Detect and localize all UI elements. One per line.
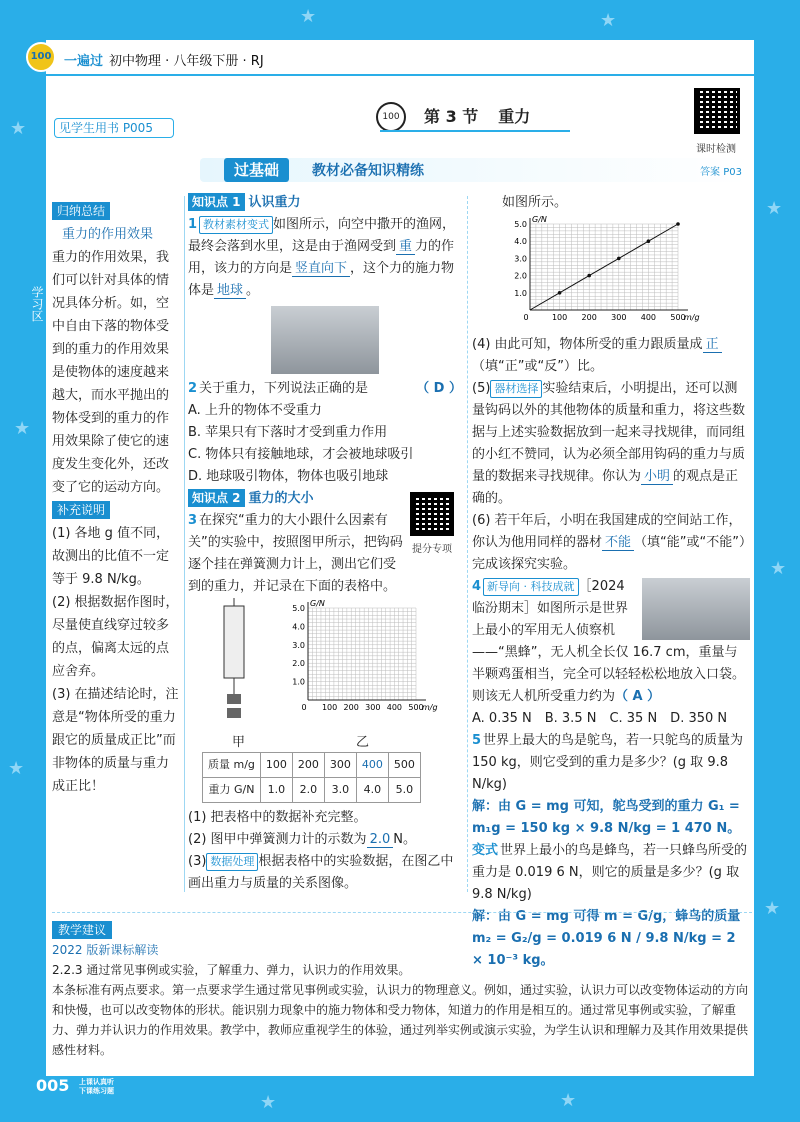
x-tick-label: 0 — [523, 313, 529, 322]
figure-intro: 如图所示。 — [502, 195, 568, 210]
data-point — [647, 239, 651, 243]
data-point — [587, 274, 591, 278]
x-tick-label: 300 — [365, 703, 381, 712]
kp2-title: 重力的大小 — [248, 491, 314, 506]
column-divider — [467, 196, 468, 892]
data-table — [202, 752, 421, 803]
question-3: 3 在探究“重力的大小跟什么因素有关”的实验中，按照图甲所示，把钩码逐个挂在弹簧测力计上，测出它们受到的重力，并记录在下面的表格中。 — [188, 513, 403, 594]
x-tick-label: 100 — [551, 313, 568, 322]
star-icon: ★ — [770, 558, 787, 579]
star-icon: ★ — [300, 6, 317, 27]
sidebar — [52, 200, 180, 798]
summary-sub: 重力的作用效果 — [62, 227, 154, 242]
divider — [52, 912, 752, 913]
supp-note-1: (1) 各地 g 值不同，故测出的比值不一定等于 9.8 N/kg。 — [52, 526, 170, 587]
teaching-line-2: 本条标准有两点要求。第一点要求学生通过常见事例或实验，认识力的物理意义。例如，通过实验，认识力可以改变物体运动的方向和快慢，也可以改变物体的形状。能识别力现象中的施力物体和受力物体，知道力的作用是相互的。通过常见事例或实验，了解重力、弹力并认识力的作用效果。教学中，教师应重视学生的体验，通过列举实例或演示实验，为学生认识和理解力及其作用效果提供感性材料。 — [52, 983, 749, 1057]
x-tick-label: 100 — [321, 703, 338, 712]
flower-icon: 100 — [376, 102, 406, 132]
figures — [188, 598, 462, 748]
star-icon: ★ — [766, 198, 783, 219]
page-number: 005 上课认真听 下课练习题 — [36, 1076, 114, 1095]
y-axis-label: G/N — [310, 599, 325, 608]
q5-solution: 解：由 G = mg 可知，鸵鸟受到的重力 G₁ = m₁g = 150 kg × 9.8 N/kg = 1 470 N。 — [472, 799, 741, 836]
qr-label: 课时检测 — [696, 144, 736, 155]
x-axis-label: m/g — [422, 703, 438, 712]
series-title — [64, 50, 264, 69]
q3-part-5: (5) 器材选择 实验结束后，小明提出，还可以测量钩码以外的其他物体的质量和重力，将这些数据与上述实验数据放到一起来寻找规律，而同组的小红不赞同，认为必须全部用钩码的重力与质量的数据来寻找规律。你认为 小明 的观点是正确的。 — [472, 381, 746, 506]
q3-part-6: (6) 若干年后，小明在我国建成的空间站工作，你认为他用同样的器材 不能 （填“能”或“不能”）完成该探究实验。 — [472, 513, 746, 572]
supp-head: 补充说明 — [52, 501, 110, 519]
y-tick-label: 2.0 — [292, 659, 305, 669]
teaching-suggestion — [52, 920, 752, 1060]
x-tick-label: 300 — [611, 313, 627, 322]
star-icon: ★ — [10, 118, 27, 139]
q3-part-1: (1) 把表格中的数据补充完整。 — [188, 810, 367, 825]
y-tick-label: 4.0 — [514, 237, 527, 247]
section-name: 重力 — [498, 107, 531, 126]
y-tick-label: 5.0 — [292, 604, 305, 613]
student-book-ref: 见学生用书 P005 — [54, 118, 174, 138]
star-icon: ★ — [560, 1090, 577, 1111]
y-tick-label: 3.0 — [514, 254, 527, 264]
book-title: 初中物理 · 八年级下册 · RJ — [109, 54, 264, 69]
answer-blank: 重 — [396, 239, 415, 255]
q3-part-3: (3) 数据处理 根据表格中的实验数据，在图乙中画出重力与质量的关系图像。 — [188, 854, 454, 891]
data-point — [617, 257, 621, 261]
x-tick-label: 200 — [343, 703, 359, 712]
q2-option-a: A. 上升的物体不受重力 — [188, 403, 322, 418]
q2-option-b: B. 苹果只有下落时才受到重力作用 — [188, 425, 388, 440]
answer-blank: 地球 — [214, 283, 246, 299]
supp-note-2: (2) 根据数据作图时，尽量使直线穿过较多的点，偏离太远的点应舍弃。 — [52, 595, 179, 679]
summary-text: 重力的作用效果，我们可以针对具体的情况具体分析。如，空中自由下落的物体受到的重力的作用效果是使物体的速度越来越大，而水平抛出的物体受到的重力的作用效果除了使它的速度发生变化外，还改变了它的运动方向。 — [52, 250, 170, 495]
x-tick-label: 500 — [670, 313, 686, 322]
star-icon: ★ — [764, 898, 781, 919]
answer-ref: 答案 P03 — [700, 167, 742, 178]
data-point — [676, 222, 680, 226]
column-divider — [184, 196, 185, 892]
x-tick-label: 500 — [408, 703, 424, 712]
kp1-tag: 知识点 1 — [188, 193, 245, 211]
banner-subtitle: 教材必备知识精练 — [312, 163, 424, 179]
data-point — [558, 291, 562, 295]
y-tick-label: 1.0 — [514, 288, 527, 298]
question-1: 1 教材素材变式 如图所示，向空中撒开的渔网，最终会落到水里，这是由于渔网受到 重 力的作用，该力的方向是 竖直向下 ，这个力的施力物体是 地球 。 — [188, 217, 456, 298]
section-title — [380, 104, 570, 132]
variant-question: 变式 世界上最小的鸟是蜂鸟，若一只蜂鸟所受的重力是 0.019 6 N，则它的质量是多少？(g 取 9.8 N/kg) 解：由 G = mg 可得 m = G/g，蜂鸟的质量 m₂ = G₂/g = 0.019 6 N / 9.8 N/kg = 2 × 10⁻³ kg。 — [472, 840, 750, 972]
q2-option-d: D. 地球吸引物体，物体也吸引地球 — [188, 469, 389, 484]
fig-label-yi: 乙 — [356, 735, 370, 750]
q4-answer: （ A ） — [615, 689, 661, 704]
star-icon: ★ — [260, 1092, 277, 1113]
blank-graph-jia — [280, 598, 440, 716]
fishing-net-photo — [271, 306, 379, 374]
y-tick-label: 4.0 — [292, 622, 305, 632]
q2-answer: （ D ） — [416, 381, 462, 396]
series-line — [530, 224, 678, 310]
y-tick-label: 5.0 — [514, 220, 527, 229]
y-tick-label: 1.0 — [292, 677, 305, 687]
q3-part-4: (4) 由此可知，物体所受的重力跟质量成 正（填“正”或“反”）比。 — [472, 334, 750, 378]
teaching-sub: 2022 版新课标解读 — [52, 943, 159, 957]
star-icon: ★ — [8, 758, 25, 779]
table-row: 质量 m/g 100 200 300 400 500 — [203, 753, 421, 778]
banner-tag: 过基础 — [224, 158, 289, 182]
left-frame — [0, 0, 46, 1122]
section-number: 第 3 节 — [424, 107, 479, 126]
question-4: 4 新导向 · 科技成就 ［2024 临汾期末］如图所示是世界上最小的军用无人侦察机——“黑蜂”，无人机全长仅 16.7 cm，重量与半颗鸡蛋相当，完全可以轻轻松松地放入口袋。则该无人机所受重力约为（ A ） A. 0.35 N B. 3.5 N C. 35 N D. 350 N — [472, 576, 750, 730]
kp2-tag: 知识点 2 — [188, 489, 245, 507]
banner — [200, 158, 750, 182]
x-tick-label: 0 — [301, 703, 307, 712]
y-tick-label: 2.0 — [514, 271, 527, 281]
star-icon: ★ — [600, 10, 617, 31]
q4-options: A. 0.35 N B. 3.5 N C. 35 N D. 350 N — [472, 711, 728, 726]
study-area-tab: 学习区 — [28, 264, 46, 344]
y-axis-label: G/N — [532, 215, 547, 224]
mascot-logo: 100 — [26, 42, 56, 72]
kp1-title: 认识重力 — [248, 195, 301, 210]
brand-name: 一遍过 — [64, 54, 104, 69]
teaching-head: 教学建议 — [52, 921, 112, 939]
qr-label: 提分专项 — [412, 544, 452, 555]
question-5: 5 世界上最大的鸟是鸵鸟，若一只鸵鸟的质量为 150 kg，则它受到的重力是多少？(g 取 9.8 N/kg) 解：由 G = mg 可知，鸵鸟受到的重力 G₁ = m₁g = 150 kg × 9.8 N/kg = 1 470 N。 — [472, 730, 750, 840]
spring-scale-figure — [210, 598, 266, 738]
x-tick-label: 400 — [386, 703, 403, 712]
qr-code-icon[interactable] — [694, 88, 740, 134]
question-2: 2 关于重力，下列说法正确的是 （ D ） A. 上升的物体不受重力 B. 苹果只有下落时才受到重力作用 C. 物体只有接触地球，才会被地球吸引 D. 地球吸引物体，物体也吸引地球 — [188, 378, 462, 488]
variant-solution: 解：由 G = mg 可得 m = G/g，蜂鸟的质量 m₂ = G₂/g = 0.019 6 N / 9.8 N/kg = 2 × 10⁻³ kg。 — [472, 909, 741, 968]
summary-head: 归纳总结 — [52, 202, 110, 220]
drone-photo — [642, 578, 750, 640]
y-tick-label: 3.0 — [292, 640, 305, 650]
fig-label-jia: 甲 — [232, 735, 246, 750]
table-row: 重力 G/N 1.0 2.0 3.0 4.0 5.0 — [203, 778, 421, 803]
teaching-line-1: 2.2.3 通过常见事例或实验，了解重力、弹力，认识力的作用效果。 — [52, 963, 411, 977]
x-tick-label: 200 — [581, 313, 597, 322]
answer-blank: 竖直向下 — [292, 261, 350, 277]
x-tick-label: 400 — [640, 313, 657, 322]
star-icon: ★ — [14, 418, 31, 439]
x-axis-label: m/g — [684, 313, 700, 322]
supp-note-3: (3) 在描述结论时，注意是“物体所受的重力跟它的质量成正比”而非物体的质量与重力成正比！ — [52, 687, 179, 794]
q3-part-2: (2) 图甲中弹簧测力计的示数为 2.0 N。 — [188, 832, 416, 847]
q2-option-c: C. 物体只有接触地球，才会被地球吸引 — [188, 447, 414, 462]
qr-code-icon[interactable] — [410, 492, 454, 536]
right-column — [472, 192, 750, 972]
gravity-mass-graph — [502, 214, 702, 326]
